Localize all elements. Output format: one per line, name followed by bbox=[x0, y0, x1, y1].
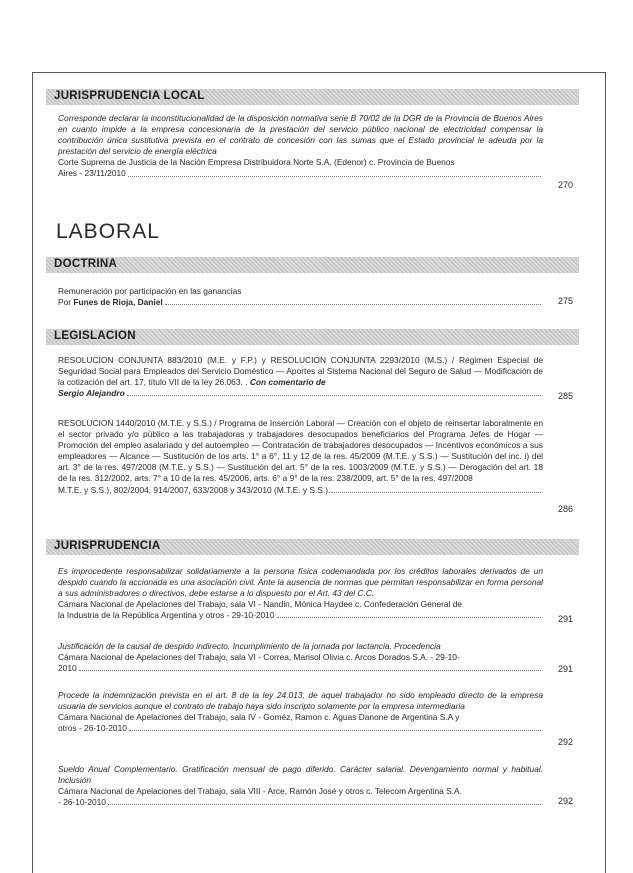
entry-summary: Es improcedente responsabilizar solidariamente a la persona física codemandada por los créditos laborales derivados de un despido cuando la accionada es una asociación civil. Ante la ausencia de normas que permitan responsabilizar en forma personal a sus administradores o directivos, debe estarse a lo dispuesto por el Art. 43 del C.C. bbox=[58, 566, 543, 599]
section-title-laboral: LABORAL bbox=[56, 220, 160, 243]
leader-dots bbox=[129, 730, 541, 731]
section-header-doctrina bbox=[46, 257, 579, 273]
section-header-label: LEGISLACION bbox=[54, 330, 136, 342]
index-entry[interactable] bbox=[58, 286, 543, 308]
page-number: 285 bbox=[558, 391, 574, 401]
index-entry[interactable] bbox=[58, 418, 543, 496]
page-number: 291 bbox=[558, 614, 574, 624]
page-number: 270 bbox=[558, 180, 574, 190]
section-header-label: DOCTRINA bbox=[54, 258, 118, 270]
section-header-jurisprudencia-local bbox=[46, 89, 579, 105]
entry-last-line bbox=[58, 388, 543, 399]
entry-text-end: M.T.E. y S.S.), 802/2004, 914/2007, 633/2008 y 343/2010 (M.T.E. y S.S.). bbox=[58, 484, 331, 495]
entry-citation-end: - 26-10-2010 bbox=[58, 797, 106, 808]
entry-summary: Procede la indemnización prevista en el art. 8 de la ley 24.013, de aquel trabajador ho sido empleado directo de la empresa usuaria de servicios aunque el contrato de trabajo haya sido inscripto solamente por la empresa intermediaria bbox=[58, 690, 543, 712]
section-header-label: JURISPRUDENCIA LOCAL bbox=[54, 90, 205, 102]
page-number: 292 bbox=[558, 737, 574, 747]
index-entry[interactable] bbox=[58, 690, 543, 734]
leader-dots bbox=[79, 670, 541, 671]
index-entry[interactable] bbox=[58, 355, 543, 399]
section-header-label: JURISPRUDENCIA bbox=[54, 540, 161, 552]
entry-last-line bbox=[58, 723, 543, 734]
entry-citation-end: la Industria de la República Argentina y otros - 29-10-2010 bbox=[58, 610, 275, 621]
entry-comment: Con comentario de bbox=[249, 377, 326, 388]
leader-dots bbox=[128, 176, 541, 177]
entry-por: Por bbox=[58, 297, 72, 308]
entry-citation: Cámara Nacional de Apelaciones del Trabajo, sala IV - Goméz, Ramon c. Aguas Danone de Argentina S.A y bbox=[58, 712, 460, 723]
page-number: 291 bbox=[558, 664, 574, 674]
leader-dots bbox=[277, 617, 542, 618]
entry-last-line bbox=[58, 168, 543, 179]
entry-last-line bbox=[58, 485, 543, 496]
leader-dots bbox=[108, 804, 541, 805]
index-entry[interactable] bbox=[58, 566, 543, 621]
entry-citation-end: otros - 26-10-2010 bbox=[58, 723, 127, 734]
entry-citation-end: 2010 bbox=[58, 663, 77, 674]
entry-last-line bbox=[58, 797, 543, 808]
index-entry[interactable] bbox=[58, 113, 543, 180]
entry-title: Remuneración por participación en las ganancias bbox=[58, 286, 242, 296]
page-number: 286 bbox=[558, 504, 574, 514]
entry-summary: Corresponde declarar la inconstitucionalidad de la disposición normativa serie B 70/02 de la DGR de la Provincia de Buenos Aires en cuanto impide a la empresa concesionaria de la prestación del servicio público nacional de electricidad compensar la contribución única sustitutiva prevista en el contrato de concesión con las sumas que el Estado provincial le adeuda por la prestación del servicio de energía eléctrica bbox=[58, 113, 543, 157]
entry-last-line bbox=[58, 663, 543, 674]
entry-author: Funes de Rioja, Daniel bbox=[73, 297, 163, 308]
leader-dots bbox=[332, 492, 541, 493]
entry-summary: Justificación de la causal de despido indirecto. Incumplimiento de la jornada por lactancia. Procedencia bbox=[58, 641, 441, 651]
page-number: 275 bbox=[558, 296, 574, 306]
leader-dots bbox=[165, 304, 541, 305]
entry-citation: Corte Suprema de Justicia de la Nación Empresa Distribuidora Norte S.A. (Edenor) c. Provincia de Buenos bbox=[58, 157, 455, 168]
entry-summary: Sueldo Anual Complementario. Gratificación mensual de pago diferido. Carácter salarial. Devengamiento normal y habitual. Inclusión bbox=[58, 764, 543, 786]
entry-author: Sergio Alejandro bbox=[58, 388, 125, 399]
leader-dots bbox=[127, 395, 541, 396]
section-header-legislacion bbox=[46, 329, 579, 345]
entry-citation-end: Aires - 23/11/2010 bbox=[58, 168, 126, 179]
entry-citation: Cámara Nacional de Apelaciones del Trabajo, sala VI - Correa, Marisol Olivia c. Arcos Dorados S.A. - 29-10- bbox=[58, 652, 460, 663]
entry-last-line bbox=[58, 297, 543, 308]
entry-text: RESOLUCION CONJUNTA 883/2010 (M.E. y F.P.) y RESOLUCION CONJUNTA 2293/2010 (M.S.) / Régimen Especial de Seguridad Social para Empleados del Servicio Doméstico — Aportes al Sistema Nacional del Seguro de Salud — Modificación de la cotización del art. 17, título VII de la ley 26.063. . bbox=[58, 355, 543, 388]
entry-citation: Cámara Nacional de Apelaciones del Trabajo, sala VIII - Arce, Ramón José y otros c. Telecom Argentina S.A. bbox=[58, 786, 462, 797]
entry-last-line bbox=[58, 610, 543, 621]
section-header-jurisprudencia bbox=[46, 539, 579, 555]
page-number: 292 bbox=[558, 796, 574, 806]
index-entry[interactable] bbox=[58, 641, 543, 674]
entry-text: RESOLUCION 1440/2010 (M.T.E. y S.S.) / Programa de Inserción Laboral — Creación con el objeto de reinsertar laboralmente en el sector privado y/o público a las trabajadoras y trabajadores desocupados beneficiarios del Programa Jefes de Hogar — Promoción del empleo asalariado y del autoempleo — Contratación de trabajadores desocupados — Incentivos económicos a sus empleadores — Alcance — Sustitución de los arts. 1° a 6°, 11 y 12 de la res. 45/2009 (M.T.E. y S.S.) — Sustitución del inc. i) del art. 3° de la res. 497/2008 (M.T.E. y S.S.) — Sustitución del art. 5° de la res. 1003/2009 (M.T.E. y S.S.) — Derogación del art. 18 de la res. 312/2002, arts. 7° a 10 de la res. 45/2006, arts. 6° a 9° de la res. 238/2009, art. 5° de la res. 497/2008 bbox=[58, 418, 543, 484]
index-entry[interactable] bbox=[58, 764, 543, 808]
entry-citation: Cámara Nacional de Apelaciones del Trabajo, sala VI - Nandin, Mónica Haydee c. Confederación General de bbox=[58, 599, 463, 610]
